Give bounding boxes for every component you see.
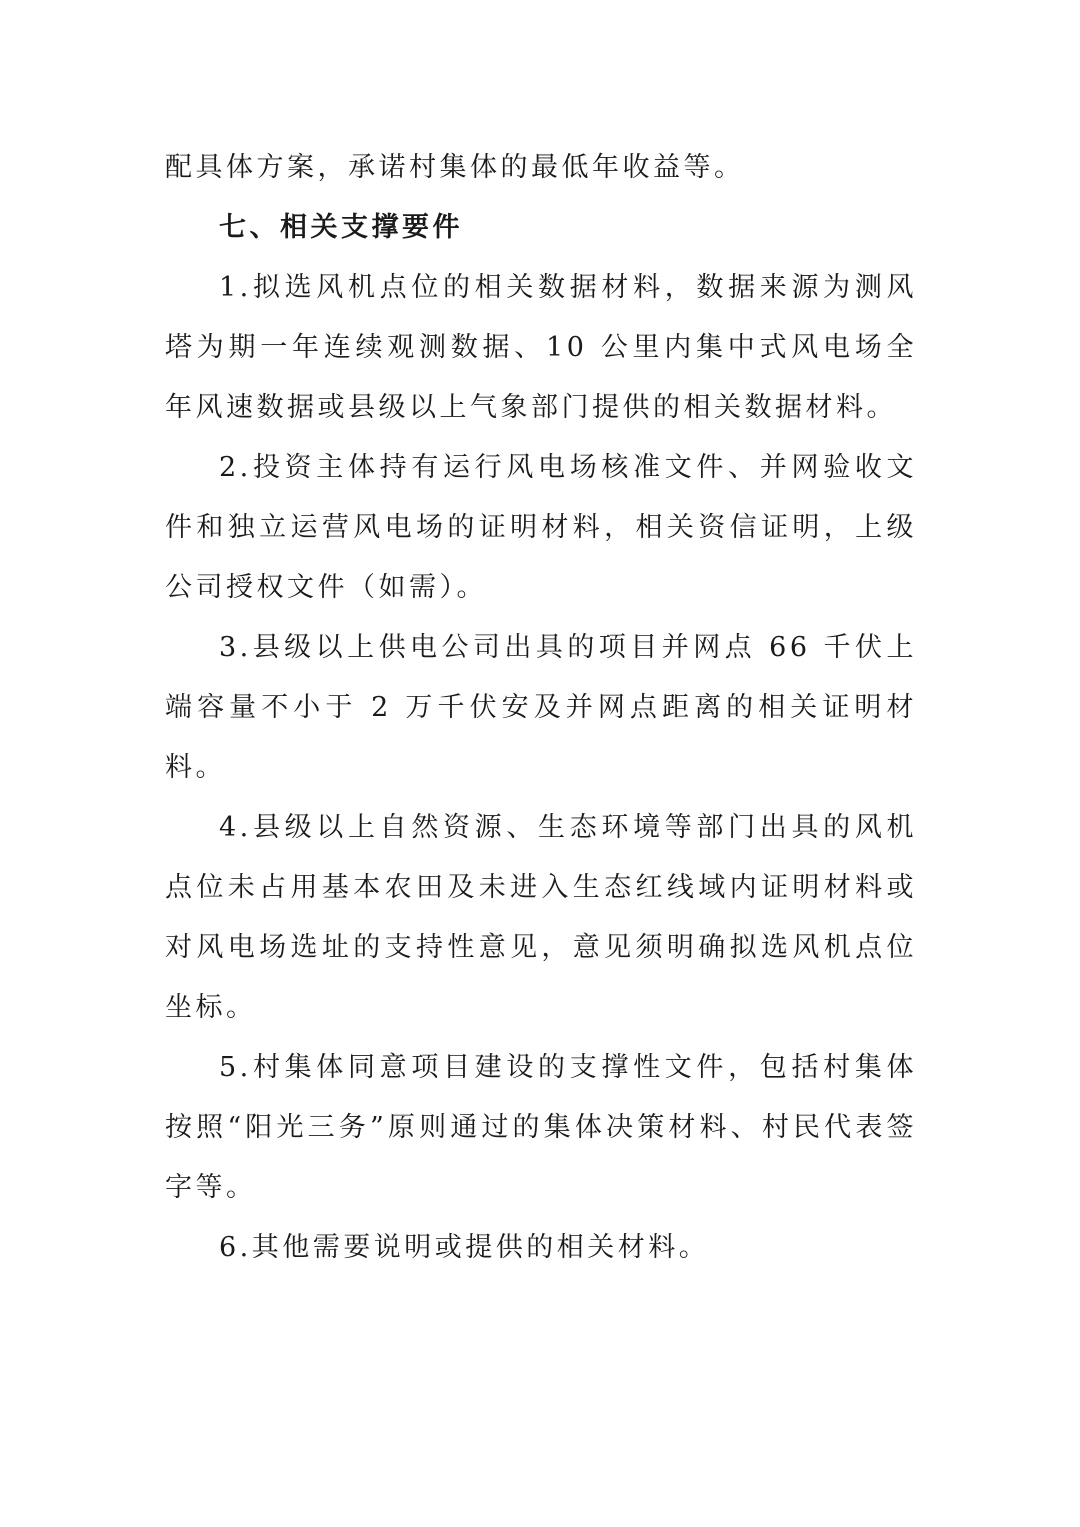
requirement-item-1: 1.拟选风机点位的相关数据材料，数据来源为测风塔为期一年连续观测数据、10 公里内集中式风电场全年风速数据或县级以上气象部门提供的相关数据材料。 <box>165 272 917 423</box>
section-heading: 七、相关支撑要件 <box>219 212 463 243</box>
requirement-item-5: 5.村集体同意项目建设的支撑性文件，包括村集体按照“阳光三务”原则通过的集体决策材料、村民代表签字等。 <box>165 1052 917 1203</box>
requirement-item-2: 2.投资主体持有运行风电场核准文件、并网验收文件和独立运营风电场的证明材料，相关资信证明，上级公司授权文件（如需）。 <box>165 452 917 603</box>
document-body <box>165 138 917 1278</box>
requirement-item-4: 4.县级以上自然资源、生态环境等部门出具的风机点位未占用基本农田及未进入生态红线域内证明材料或对风电场选址的支持性意见，意见须明确拟选风机点位坐标。 <box>165 812 917 1023</box>
requirement-item-3: 3.县级以上供电公司出具的项目并网点 66 千伏上端容量不小于 2 万千伏安及并网点距离的相关证明材料。 <box>165 632 917 783</box>
continuation-paragraph: 配具体方案，承诺村集体的最低年收益等。 <box>165 152 745 183</box>
requirement-item-6: 6.其他需要说明或提供的相关材料。 <box>219 1232 710 1263</box>
